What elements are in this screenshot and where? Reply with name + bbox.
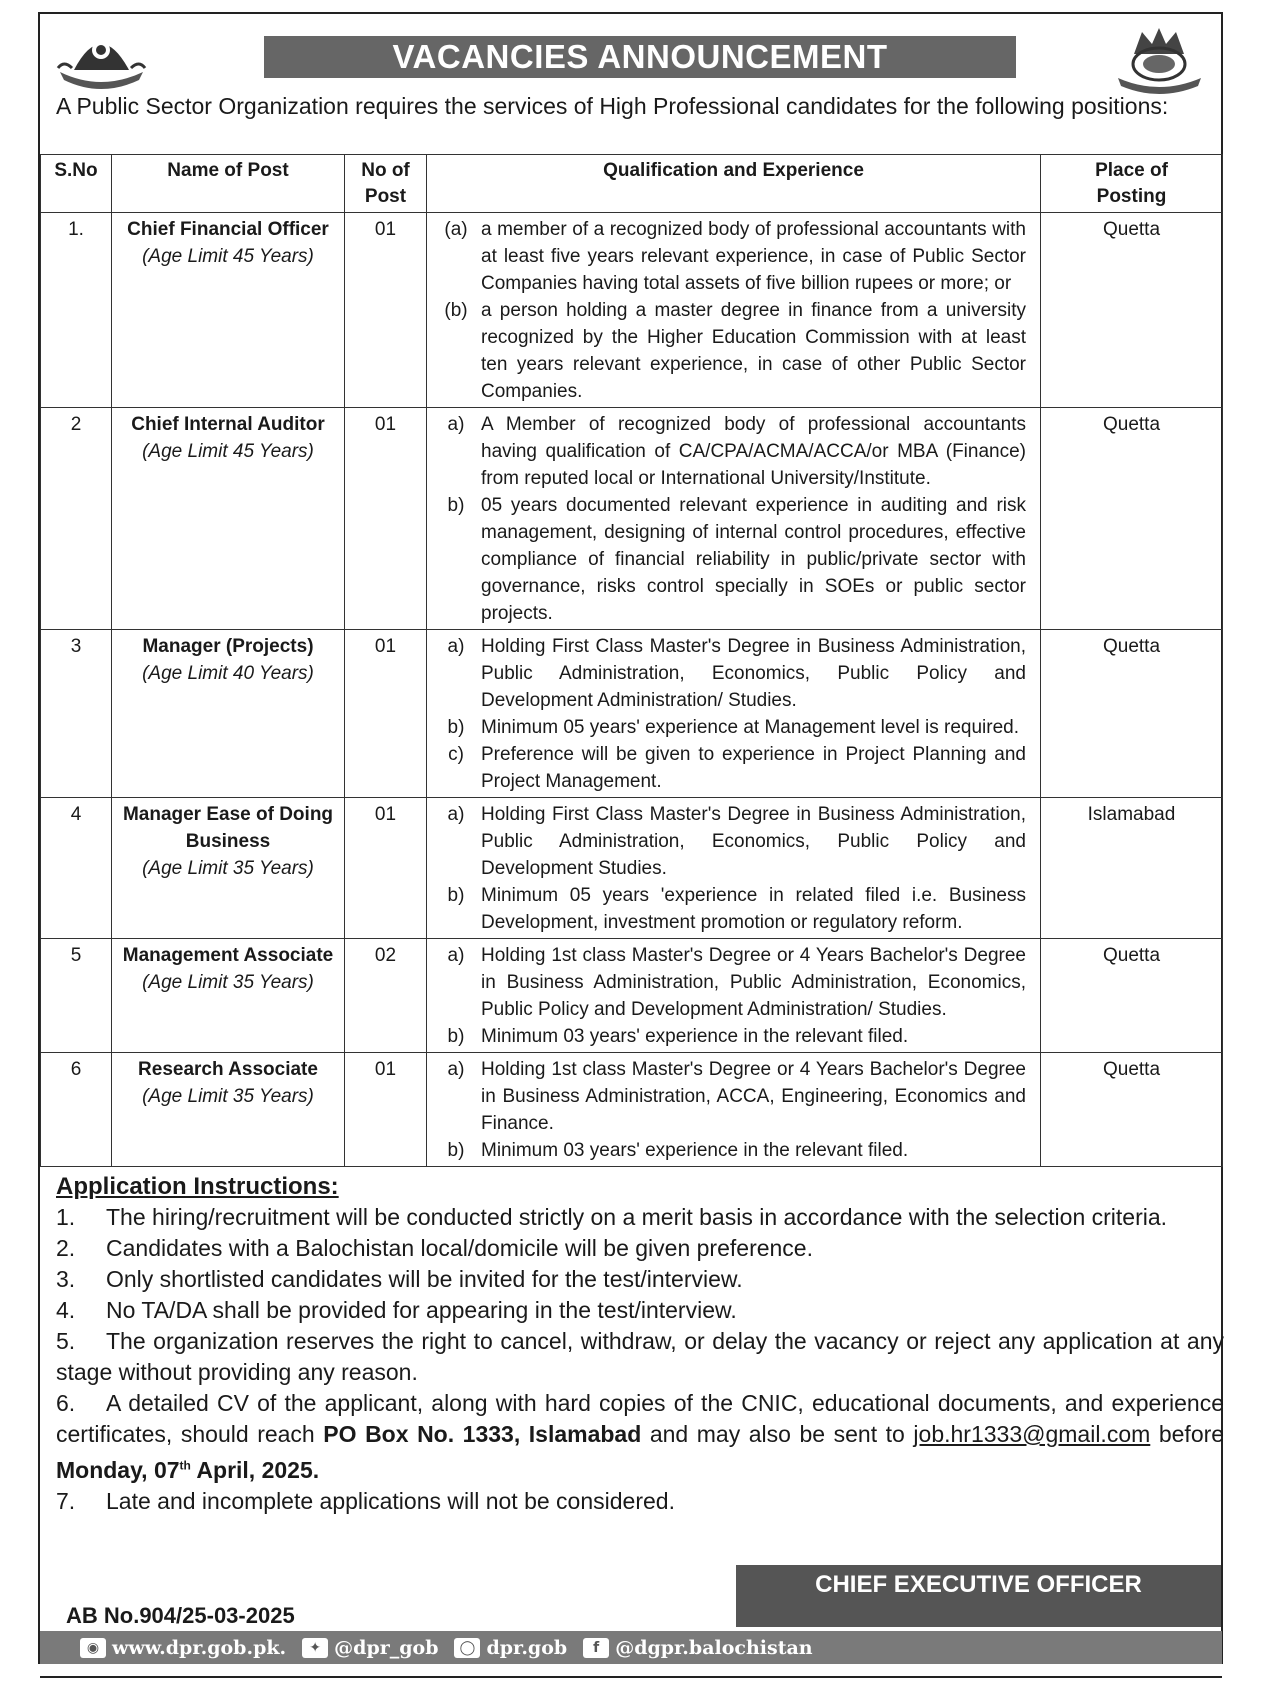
row-place-of-posting: Quetta (1041, 1053, 1223, 1167)
row-post (112, 408, 345, 630)
row-qualification (427, 630, 1041, 798)
intro-text: A Public Sector Organization requires the services of High Professional candidates for the following positions: (56, 93, 1169, 119)
ab-number: AB No.904/25-03-2025 (66, 1603, 295, 1628)
instruction-number: 4. (56, 1297, 76, 1323)
row-no-of-post: 02 (345, 939, 427, 1053)
facebook-handle[interactable]: @dgpr.balochistan (615, 1636, 813, 1659)
row-post (112, 213, 345, 408)
footer-website[interactable] (80, 1637, 286, 1659)
qualification-item (431, 1137, 1036, 1164)
instruction-text: The organization reserves the right to cancel, withdraw, or delay the vacancy or reject any application at any stage without providing any reason. (56, 1328, 1224, 1385)
row-no-of-post: 01 (345, 1053, 427, 1167)
instruction-item (56, 1264, 1224, 1295)
globe-icon: ◉ (80, 1638, 106, 1658)
qualification-text: Preference will be given to experience in Project Planning and Project Management. (481, 744, 1026, 792)
table-row (41, 213, 1223, 408)
website-link[interactable]: www.dpr.gob.pk. (112, 1636, 287, 1659)
table-row (41, 1053, 1223, 1167)
instruction-number: 6. (56, 1390, 76, 1416)
instructions-heading: Application Instructions: (56, 1173, 339, 1200)
table-header-row (41, 155, 1223, 213)
instruction-item (56, 1295, 1224, 1326)
row-sno: 6 (41, 1053, 112, 1167)
qualification-text: Holding First Class Master's Degree in Business Administration, Public Administration, Economics, Public Policy and Development Administration/ Studies. (481, 636, 1026, 711)
vacancies-table (40, 154, 1223, 1167)
deadline-sup: th (179, 1458, 191, 1472)
qualification-label: b) (447, 717, 465, 738)
qualification-label: b) (447, 885, 465, 906)
post-name: Manager (Projects) (142, 636, 314, 657)
qualification-item (431, 411, 1036, 492)
twitter-icon: ✦ (302, 1638, 328, 1658)
application-email-link[interactable]: job.hr1333@gmail.com (913, 1421, 1151, 1447)
row-place-of-posting: Islamabad (1041, 798, 1223, 939)
instruction-number: 7. (56, 1487, 76, 1514)
row-sno: 2 (41, 408, 112, 630)
qualification-text: A Member of recognized body of professional accountants having qualification of CA/CPA/ACMA/ACCA/or MBA (Finance) from reputed local or International University/Institute. (481, 414, 1026, 489)
qualification-item (431, 492, 1036, 627)
row-place-of-posting: Quetta (1041, 408, 1223, 630)
instruction-item (56, 1233, 1224, 1264)
qualification-item (431, 801, 1036, 882)
row-place-of-posting: Quetta (1041, 939, 1223, 1053)
row-place-of-posting: Quetta (1041, 630, 1223, 798)
instruction-number: 3. (56, 1266, 76, 1292)
signature-chief-executive-officer: CHIEF EXECUTIVE OFFICER (736, 1565, 1221, 1627)
instruction-item (56, 1326, 1224, 1388)
instruction-item-6 (56, 1388, 1224, 1486)
qualification-text: 05 years documented relevant experience in auditing and risk management, designing of internal control procedures, effective compliance of financial reliability in public/private sector with governance, risks control specially in SOEs or public sector projects. (481, 495, 1026, 624)
qualification-label: b) (447, 1140, 465, 1161)
qualification-item (431, 882, 1036, 936)
instruction-6-text: A detailed CV of the applicant, along with hard copies of the CNIC, educational documents, and experience certificates, should reach (56, 1390, 1224, 1447)
qualification-text: Holding First Class Master's Degree in Business Administration, Public Administration, Economics, Public Policy and Development Studies. (481, 804, 1026, 879)
qualification-item (431, 714, 1036, 741)
post-age-limit: (Age Limit 35 Years) (142, 858, 314, 879)
row-sno: 4 (41, 798, 112, 939)
row-qualification (427, 939, 1041, 1053)
instruction-6-before: before (1158, 1421, 1225, 1447)
row-post (112, 798, 345, 939)
footer-twitter[interactable] (302, 1637, 438, 1659)
qualification-text: a member of a recognized body of professional accountants with at least five years relevant experience, in case of Public Sector Companies having total assets of five billion rupees or more; or (481, 219, 1026, 294)
qualification-item (431, 1056, 1036, 1137)
qualification-label: b) (447, 495, 465, 516)
qualification-item (431, 633, 1036, 714)
page-title: VACANCIES ANNOUNCEMENT (264, 36, 1016, 78)
qualification-text: Minimum 05 years 'experience in related filed i.e. Business Development, investment promotion or regulatory reform. (481, 885, 1026, 933)
instruction-number: 5. (56, 1328, 76, 1354)
instruction-text: No TA/DA shall be provided for appearing in the test/interview. (106, 1297, 737, 1323)
application-instructions (56, 1171, 1224, 1517)
qualification-item (431, 741, 1036, 795)
place-line2: Posting (1096, 186, 1167, 207)
deadline-date (56, 1457, 319, 1483)
instruction-item-7 (56, 1486, 1224, 1517)
qualification-item (431, 297, 1036, 405)
qualification-label: (a) (444, 219, 468, 240)
footer-facebook[interactable] (583, 1637, 812, 1659)
instagram-handle[interactable]: dpr.gob (486, 1636, 568, 1659)
no-of-post-line1: No of (361, 160, 410, 181)
row-place-of-posting: Quetta (1041, 213, 1223, 408)
qualification-label: a) (447, 945, 465, 966)
row-qualification (427, 213, 1041, 408)
instruction-text: The hiring/recruitment will be conducted strictly on a merit basis in accordance with the selection criteria. (106, 1204, 1168, 1230)
place-line1: Place of (1095, 160, 1168, 181)
row-no-of-post: 01 (345, 213, 427, 408)
post-age-limit: (Age Limit 45 Years) (142, 441, 314, 462)
organization-emblem-left (54, 22, 149, 92)
post-name: Chief Financial Officer (127, 219, 329, 240)
qualification-label: a) (447, 804, 465, 825)
table-row (41, 630, 1223, 798)
row-post (112, 939, 345, 1053)
instruction-number: 1. (56, 1204, 76, 1230)
government-seal-right (1112, 24, 1207, 94)
twitter-handle[interactable]: @dpr_gob (334, 1636, 439, 1659)
row-no-of-post: 01 (345, 408, 427, 630)
row-sno: 3 (41, 630, 112, 798)
bottom-rule (40, 1676, 1222, 1678)
qualification-item (431, 1023, 1036, 1050)
col-header-sno: S.No (41, 155, 112, 213)
instruction-number: 2. (56, 1235, 76, 1261)
qualification-text: Minimum 05 years' experience at Management level is required. (481, 717, 1019, 738)
row-qualification (427, 798, 1041, 939)
qualification-label: a) (447, 414, 465, 435)
instruction-text: Candidates with a Balochistan local/domicile will be given preference. (106, 1235, 813, 1261)
instruction-6-mid: and may also be sent to (649, 1421, 905, 1447)
table-row (41, 939, 1223, 1053)
col-header-place (1041, 155, 1223, 213)
qualification-label: b) (447, 1026, 465, 1047)
post-name: Management Associate (122, 945, 334, 966)
facebook-icon: f (583, 1638, 609, 1658)
row-sno: 5 (41, 939, 112, 1053)
instruction-item (56, 1202, 1224, 1233)
qualification-text: Minimum 03 years' experience in the relevant filed. (481, 1026, 909, 1047)
row-post (112, 1053, 345, 1167)
row-no-of-post: 01 (345, 798, 427, 939)
row-no-of-post: 01 (345, 630, 427, 798)
instruction-7-text: Late and incomplete applications will not be considered. (106, 1487, 675, 1514)
instagram-icon: ◯ (454, 1638, 480, 1658)
footer-instagram[interactable] (454, 1637, 567, 1659)
qualification-label: a) (447, 1059, 465, 1080)
instruction-text: Only shortlisted candidates will be invited for the test/interview. (106, 1266, 743, 1292)
footer-social-bar (40, 1631, 1222, 1664)
post-age-limit: (Age Limit 40 Years) (142, 663, 314, 684)
qualification-item (431, 216, 1036, 297)
post-name: Chief Internal Auditor (131, 414, 325, 435)
qualification-label: c) (448, 744, 464, 765)
col-header-post: Name of Post (112, 155, 345, 213)
qualification-text: a person holding a master degree in finance from a university recognized by the Higher Education Commission with at least ten years relevant experience, in case of other Public Sector Companies. (481, 300, 1026, 402)
deadline-rest: April, 2025. (196, 1456, 320, 1483)
qualification-label: (b) (444, 300, 468, 321)
col-header-qualification: Qualification and Experience (427, 155, 1041, 213)
qualification-text: Minimum 03 years' experience in the relevant filed. (481, 1140, 909, 1161)
qualification-text: Holding 1st class Master's Degree or 4 Years Bachelor's Degree in Business Administration, Public Administration, Economics, Public Policy and Development Administration/ Studies. (481, 945, 1026, 1020)
row-qualification (427, 1053, 1041, 1167)
qualification-label: a) (447, 636, 465, 657)
post-age-limit: (Age Limit 35 Years) (142, 972, 314, 993)
post-name: Manager Ease of Doing Business (122, 804, 334, 852)
table-row (41, 798, 1223, 939)
qualification-text: Holding 1st class Master's Degree or 4 Years Bachelor's Degree in Business Administration, ACCA, Engineering, Economics and Finance. (481, 1059, 1026, 1134)
table-row (41, 408, 1223, 630)
row-qualification (427, 408, 1041, 630)
post-age-limit: (Age Limit 35 Years) (142, 1086, 314, 1107)
po-box-address: PO Box No. 1333, Islamabad (323, 1421, 642, 1447)
row-sno: 1. (41, 213, 112, 408)
post-age-limit: (Age Limit 45 Years) (142, 246, 314, 267)
no-of-post-line2: Post (364, 186, 407, 207)
post-name: Research Associate (138, 1059, 318, 1080)
deadline-day: Monday, 07 (56, 1456, 180, 1483)
col-header-no-of-post (345, 155, 427, 213)
qualification-item (431, 942, 1036, 1023)
row-post (112, 630, 345, 798)
